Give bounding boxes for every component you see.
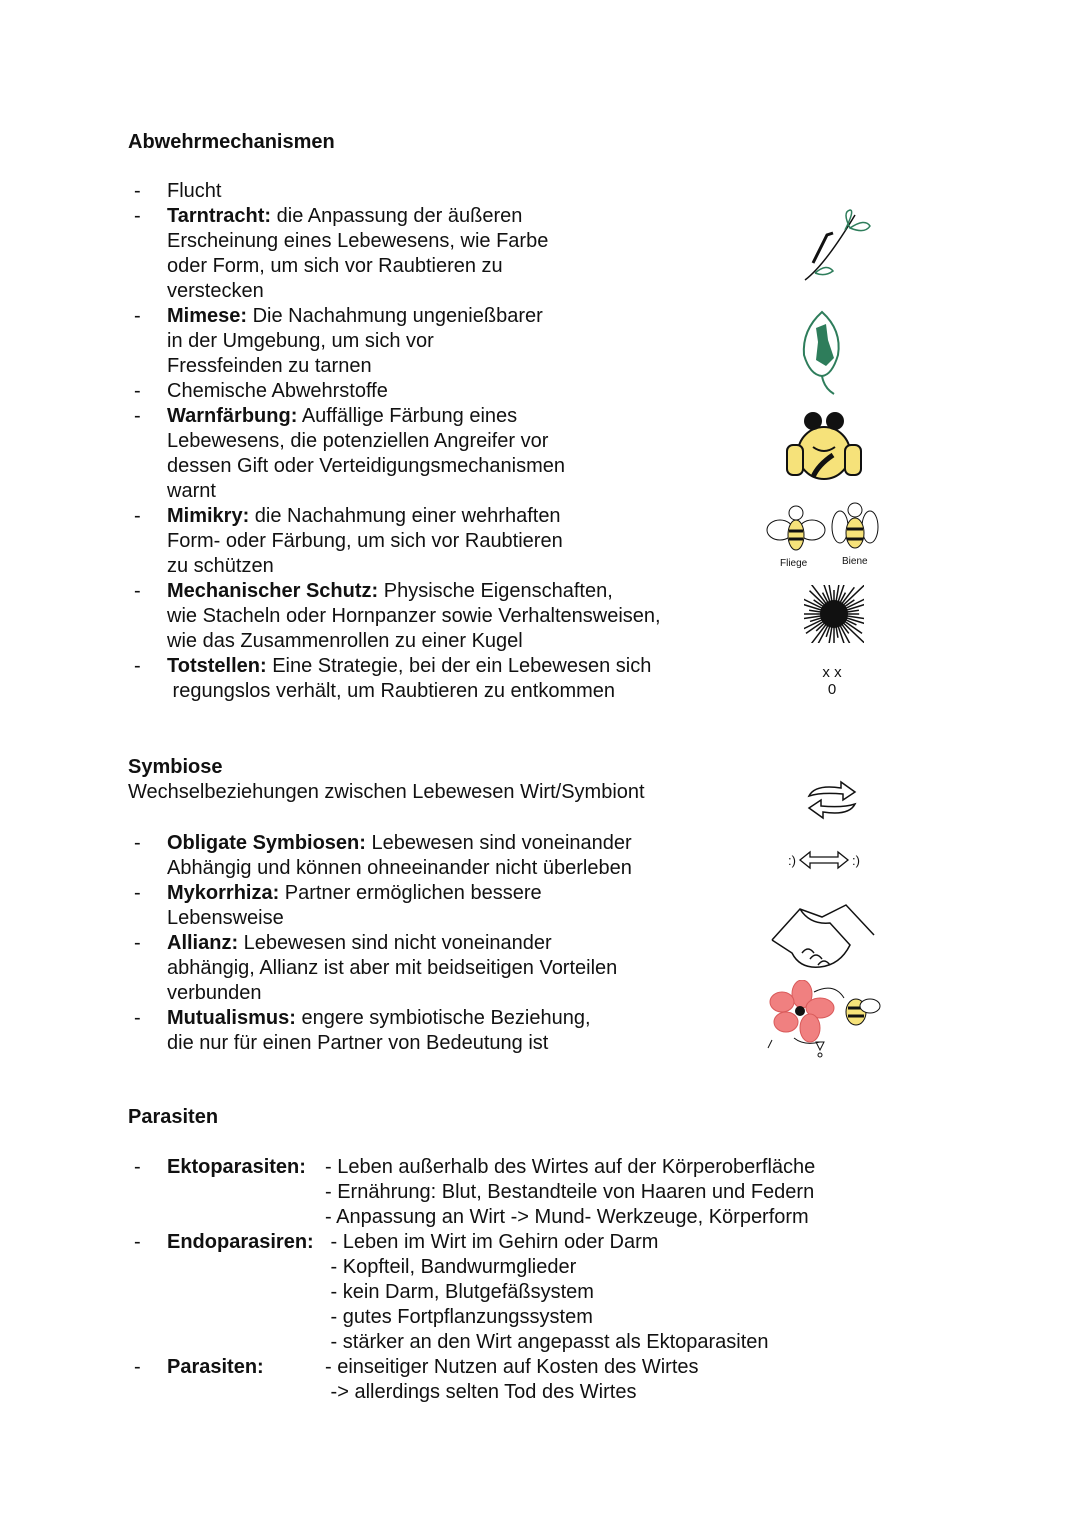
bullet-dash: -	[134, 1156, 141, 1178]
item-detail-line: - einseitiger Nutzen auf Kosten des Wirtes	[325, 1356, 699, 1378]
item-text: Lebewesens, die potenziellen Angreifer vor	[167, 430, 549, 452]
mimicry-fly-bee-icon	[765, 495, 885, 557]
item-text: die Nachahmung einer wehrhaften	[249, 505, 561, 527]
item-term: Allianz:	[167, 932, 239, 954]
bullet-dash: -	[134, 380, 141, 402]
item-term: Ektoparasiten:	[167, 1156, 306, 1178]
item-text: wie Stacheln oder Hornpanzer sowie Verhaltensweisen,	[167, 605, 661, 627]
heading-abwehrmechanismen: Abwehrmechanismen	[124, 130, 347, 154]
item-detail-line: - Ernährung: Blut, Bestandteile von Haaren und Federn	[325, 1181, 815, 1203]
item-term: Totstellen:	[167, 655, 267, 677]
bullet-dash: -	[134, 180, 141, 202]
symbiosis-subtitle: Wechselbeziehungen zwischen Lebewesen Wirt/Symbiont	[128, 781, 645, 803]
item-text: die Anpassung der äußeren	[271, 205, 523, 227]
double-arrow-icon	[798, 850, 850, 870]
item-detail-line: - Leben im Wirt im Gehirn oder Darm	[325, 1231, 659, 1253]
item-text: Die Nachahmung ungenießbarer	[247, 305, 543, 327]
item-text: Fressfeinden zu tarnen	[167, 355, 372, 377]
twig-icon	[795, 205, 875, 285]
exchange-arrows-icon	[805, 780, 859, 820]
list-item	[134, 379, 734, 404]
bullet-dash: -	[134, 882, 141, 904]
item-text: abhängig, Allianz ist aber mit beidseitigen Vorteilen	[167, 957, 618, 979]
bullet-dash: -	[134, 1007, 141, 1029]
item-detail-line: - kein Darm, Blutgefäßsystem	[325, 1281, 594, 1303]
item-text: verstecken	[167, 280, 264, 302]
item-text: Physische Eigenschaften,	[378, 580, 613, 602]
item-text: engere symbiotische Beziehung,	[295, 1007, 591, 1029]
item-detail-line: - gutes Fortpflanzungssystem	[325, 1306, 593, 1328]
item-term: Mimikry:	[167, 505, 250, 527]
bullet-dash: -	[134, 932, 141, 954]
item-text: zu schützen	[167, 555, 274, 577]
bullet-dash: -	[134, 405, 141, 427]
item-term: Endoparasiren:	[167, 1231, 314, 1253]
item-text: Lebewesen sind voneinander	[365, 832, 632, 854]
list-item	[134, 179, 734, 204]
list-item	[134, 831, 734, 881]
bullet-dash: -	[134, 655, 141, 677]
item-text: Erscheinung eines Lebewesens, wie Farbe	[167, 230, 549, 252]
item-term: Obligate Symbiosen:	[167, 832, 366, 854]
item-text: warnt	[167, 480, 216, 502]
item-text: regungslos verhält, um Raubtieren zu entkommen	[167, 680, 616, 702]
bullet-dash: -	[134, 1356, 141, 1378]
item-detail-line: - stärker an den Wirt angepasst als Ektoparasiten	[325, 1331, 769, 1353]
symbiosis-list	[134, 831, 734, 1056]
list-item	[134, 579, 734, 654]
item-text: wie das Zusammenrollen zu einer Kugel	[167, 630, 523, 652]
poison-frog-icon	[783, 405, 865, 483]
item-text: Lebensweise	[167, 907, 284, 929]
item-text: verbunden	[167, 982, 262, 1004]
item-text: Lebewesen sind nicht voneinander	[238, 932, 552, 954]
item-detail-line: - Anpassung an Wirt -> Mund- Werkzeuge, Körperform	[325, 1206, 809, 1228]
list-item	[134, 931, 734, 1006]
item-term: Warnfärbung:	[167, 405, 298, 427]
item-text: Flucht	[167, 180, 222, 202]
item-text: Eine Strategie, bei der ein Lebewesen sich	[266, 655, 652, 677]
heading-parasiten: Parasiten	[124, 1105, 230, 1129]
bullet-dash: -	[134, 580, 141, 602]
item-term: Mechanischer Schutz:	[167, 580, 379, 602]
list-item	[134, 1006, 734, 1056]
item-term: Mutualismus:	[167, 1007, 296, 1029]
item-text: in der Umgebung, um sich vor	[167, 330, 434, 352]
leaf-mimese-icon	[798, 310, 846, 396]
list-item	[134, 1355, 894, 1405]
bullet-dash: -	[134, 205, 141, 227]
flower-bee-icon	[764, 980, 884, 1060]
item-detail-line: - Kopfteil, Bandwurmglieder	[325, 1256, 577, 1278]
handshake-icon	[770, 895, 876, 977]
list-item	[134, 654, 734, 704]
item-detail-line: - Leben außerhalb des Wirtes auf der Körperoberfläche	[325, 1156, 816, 1178]
item-text: Form- oder Färbung, um sich vor Raubtieren	[167, 530, 563, 552]
list-item	[134, 881, 734, 931]
list-item	[134, 1155, 894, 1230]
item-detail-line: -> allerdings selten Tod des Wirtes	[325, 1381, 637, 1403]
list-item	[134, 304, 734, 379]
heading-symbiose: Symbiose	[124, 755, 234, 779]
item-text: Chemische Abwehrstoffe	[167, 380, 388, 402]
item-text: Auffällige Färbung eines	[297, 405, 518, 427]
item-text: oder Form, um sich vor Raubtieren zu	[167, 255, 503, 277]
fly-label: Fliege	[780, 558, 808, 569]
bullet-dash: -	[134, 505, 141, 527]
list-item	[134, 404, 734, 504]
hedgehog-spines-icon	[804, 585, 864, 643]
item-text: Abhängig und können ohneeinander nicht überleben	[167, 857, 632, 879]
item-term: Parasiten:	[167, 1356, 264, 1378]
item-text: Partner ermöglichen bessere	[279, 882, 542, 904]
list-item	[134, 1230, 894, 1355]
item-term: Mimese:	[167, 305, 248, 327]
mutual-smile-icon: :) :)	[788, 850, 860, 870]
parasites-list	[134, 1155, 894, 1405]
item-text: dessen Gift oder Verteidigungsmechanismen	[167, 455, 566, 477]
bullet-dash: -	[134, 832, 141, 854]
bee-label: Biene	[842, 556, 868, 567]
list-item	[134, 204, 734, 304]
list-item	[134, 504, 734, 579]
item-term: Tarntracht:	[167, 205, 272, 227]
dead-face-icon: x x 0	[822, 664, 842, 698]
item-text: die nur für einen Partner von Bedeutung ist	[167, 1032, 549, 1054]
item-term: Mykorrhiza:	[167, 882, 280, 904]
bullet-dash: -	[134, 305, 141, 327]
bullet-dash: -	[134, 1231, 141, 1253]
defense-list	[134, 179, 734, 704]
